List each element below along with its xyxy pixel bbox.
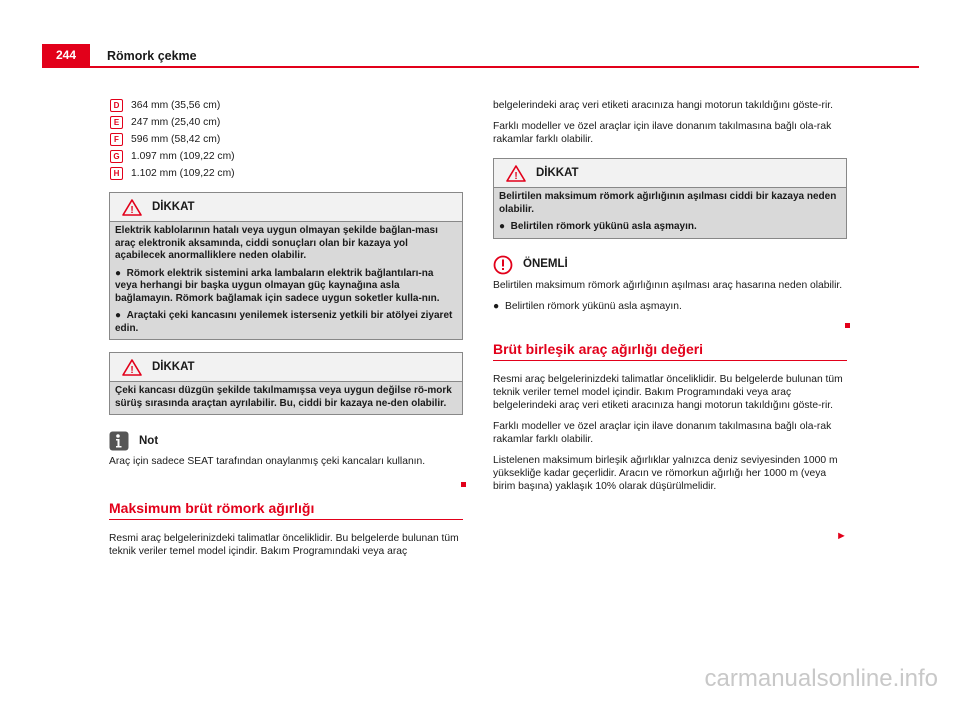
- measurement-item: [109, 165, 463, 182]
- svg-text:!: !: [130, 364, 134, 376]
- paragraph: belgelerindeki araç veri etiketi aracınıza hangi motorun takıldığını göste-rir.: [493, 100, 833, 111]
- warning-box-hitch: [109, 352, 463, 415]
- measurement-item: [109, 131, 463, 148]
- warning-bullet-text: Belirtilen römork yükünü asla aşmayın.: [510, 221, 697, 232]
- warning-header: [110, 193, 462, 222]
- note-title: Not: [139, 434, 159, 447]
- continue-arrow-icon: ►: [836, 530, 847, 542]
- paragraph: Farklı modeller ve özel araçlar için ilave donanım takılmasına bağlı ola-rak rakamlar farklı olabilir.: [493, 121, 832, 145]
- right-column: [493, 99, 847, 501]
- warning-text: Çeki kancası düzgün şekilde takılmamışsa veya uygun değilse rö-mork sürüş sırasında araçtan ayrılabilir. Bu, ciddi bir kazaya ne-den olabilir.: [115, 385, 452, 409]
- measurement-text: 1.097 mm (109,22 cm): [131, 151, 235, 162]
- section-max-trailer-weight: [109, 502, 463, 558]
- svg-text:!: !: [130, 204, 134, 216]
- exclamation-circle-icon: [493, 255, 513, 275]
- warning-text: Belirtilen maksimum römork ağırlığının aşılması ciddi bir kazaya neden olabilir.: [499, 191, 837, 215]
- warning-body: [494, 188, 846, 238]
- warning-triangle-icon: [122, 359, 142, 376]
- bullet-symbol: ●: [493, 300, 500, 312]
- measurement-item: [109, 114, 463, 131]
- measurement-text: 247 mm (25,40 cm): [131, 117, 221, 128]
- watermark: carmanualsonline.info: [704, 665, 938, 692]
- warning-text: Elektrik kablolarının hatalı veya uygun olmayan şekilde bağlan-ması araç elektronik aksamında, ciddi sonuçları olan bir kazaya yol açabilecek anormalliklere neden olabilir.: [115, 225, 438, 261]
- warning-bullet-text: Araçtaki çeki kancasını yenilemek isterseniz yetkili bir atölyei ziyaret edin.: [115, 310, 453, 334]
- measurement-item: [109, 148, 463, 165]
- warning-box-electrical: [109, 192, 463, 340]
- warning-box-max-weight: [493, 158, 847, 239]
- note-block: [109, 429, 463, 468]
- info-icon: [109, 431, 129, 451]
- warning-title: DİKKAT: [152, 200, 195, 213]
- warning-body: [110, 382, 462, 414]
- letter-badge: G: [110, 150, 123, 163]
- note-text: Araç için sadece SEAT tarafından onaylanmış çeki kancaları kullanın.: [109, 456, 426, 467]
- letter-badge: E: [110, 116, 123, 129]
- end-of-section-marker: [845, 323, 850, 328]
- page-number: 244: [42, 44, 90, 66]
- note-header: [109, 429, 463, 453]
- warning-header: [494, 159, 846, 188]
- warning-bullet: [499, 221, 841, 234]
- section-paragraph: Listelenen maksimum birleşik ağırlıklar yalnızca deniz seviyesinden 1000 m yüksekliğe kadar geçerlidir. Aracın ve römorkun ağırlığı her 1000 m (veya birim başına) yaklaşık 10% olarak düşürülmelidir.: [493, 454, 838, 492]
- warning-triangle-icon: [122, 199, 142, 216]
- section-paragraph: Resmi araç belgelerinizdeki talimatlar önceliklidir. Bu belgelerde bulunan tüm teknik veriler temel model içindir. Bakım Programındaki veya araç belgelerindeki araç veri etiketi aracınıza hangi motorun takıldığını göste-rir.: [493, 373, 843, 411]
- measurement-text: 1.102 mm (109,22 cm): [131, 168, 235, 179]
- letter-badge: D: [110, 99, 123, 112]
- warning-bullet: [115, 268, 457, 306]
- measurement-text: 596 mm (58,42 cm): [131, 134, 221, 145]
- measurement-item: [109, 97, 463, 114]
- bullet-symbol: ●: [499, 221, 506, 232]
- svg-text:!: !: [514, 170, 518, 182]
- section-paragraph: Farklı modeller ve özel araçlar için ilave donanım takılmasına bağlı ola-rak rakamlar farklı olabilir.: [493, 420, 832, 445]
- warning-title: DİKKAT: [152, 360, 195, 373]
- warning-body: [110, 222, 462, 339]
- bullet-symbol: ●: [115, 267, 122, 279]
- section-title: Brüt birleşik araç ağırlığı değeri: [493, 343, 847, 361]
- warning-title: DİKKAT: [536, 166, 579, 179]
- important-title: ÖNEMLİ: [523, 258, 568, 270]
- warning-bullet-text: Römork elektrik sistemini arka lambaların elektrik bağlantıları-na veya herhangi bir başka uygun olmayan güç kaynağına asla bağlamayın. Römork bağlamak için sadece uygun soketler kulla-nın.: [115, 267, 440, 304]
- important-bullet: [493, 300, 847, 313]
- section-title: Maksimum brüt römork ağırlığı: [109, 502, 463, 520]
- section-gross-combined-weight: [493, 340, 847, 493]
- measurement-text: 364 mm (35,56 cm): [131, 100, 221, 111]
- letter-badge: F: [110, 133, 123, 146]
- important-text: Belirtilen maksimum römork ağırlığının aşılması araç hasarına neden olabilir.: [493, 279, 843, 291]
- end-of-section-marker: [461, 482, 466, 487]
- important-bullet-text: Belirtilen römork yükünü asla aşmayın.: [504, 300, 682, 312]
- warning-triangle-icon: [506, 165, 526, 182]
- important-header: [493, 253, 847, 277]
- letter-badge: H: [110, 167, 123, 180]
- left-column: [109, 97, 463, 566]
- warning-header: [110, 353, 462, 382]
- warning-bullet: [115, 310, 457, 335]
- section-paragraph: Resmi araç belgelerinizdeki talimatlar önceliklidir. Bu belgelerde bulunan tüm teknik veriler temel model içindir. Bakım Programındaki veya araç: [109, 533, 459, 557]
- bullet-symbol: ●: [115, 310, 122, 321]
- measurement-list: [109, 97, 463, 182]
- important-block: [493, 253, 847, 313]
- header-rule: [42, 66, 919, 68]
- chapter-title: Römork çekme: [107, 49, 197, 63]
